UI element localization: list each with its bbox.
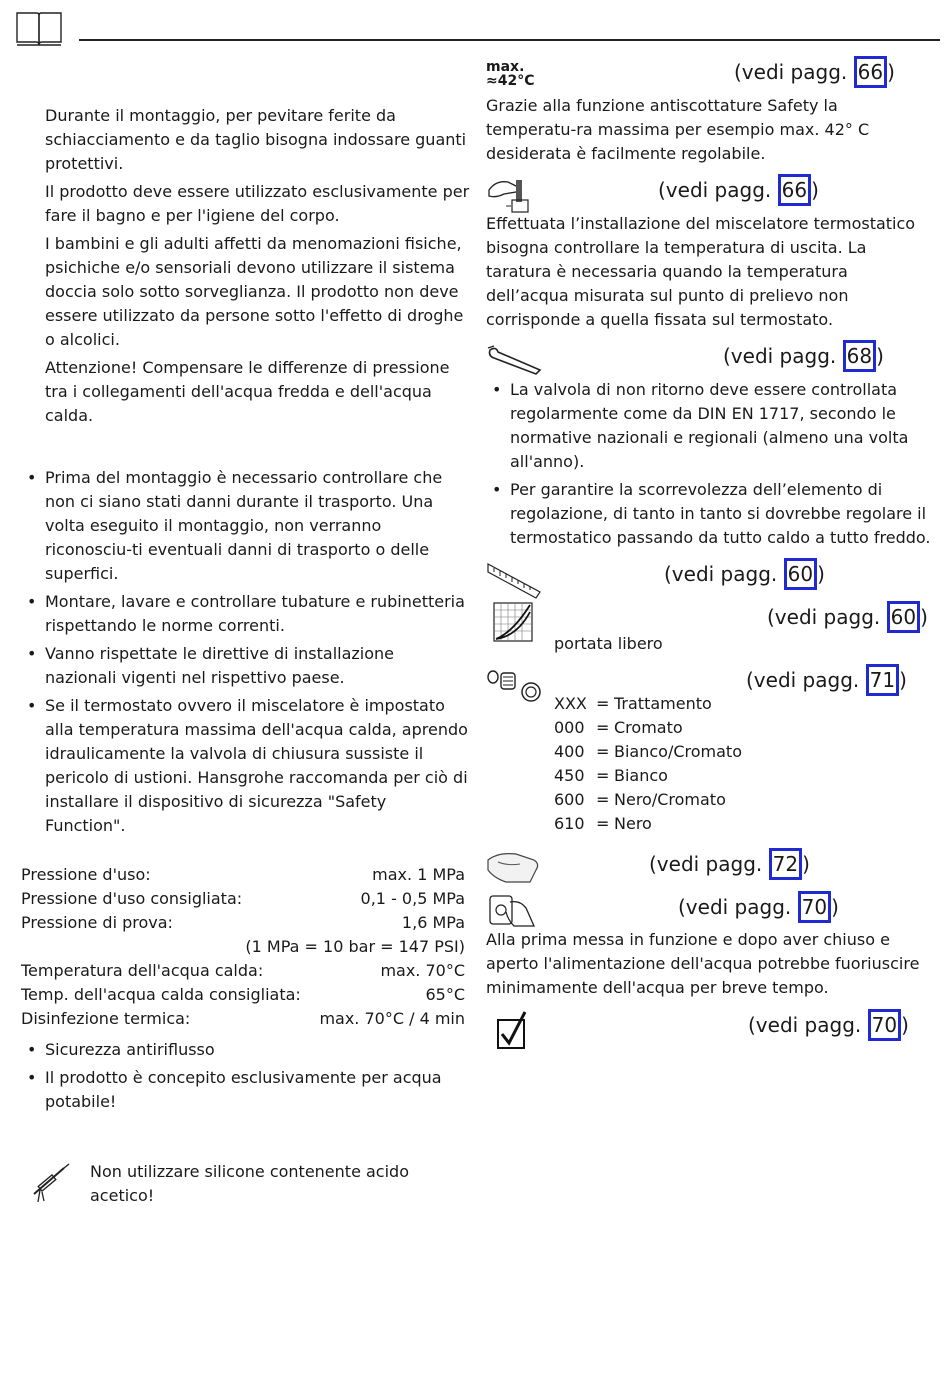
silicone-gun-icon bbox=[28, 1160, 72, 1204]
page-number-link[interactable]: 60 bbox=[784, 558, 817, 590]
safety-paragraph: Attenzione! Compensare le differenze di pressione tra i collegamenti dell'acqua fredda e dell'acqua calda. bbox=[45, 358, 450, 425]
calibration-text: Effettuata l’installazione del miscelatore termostatico bisogna controllare la temperatura di uscita. La taratura è necessaria quando la temperatura dell’acqua misurata sul punto di prelievo non corrisponde a quella fissata sul termostato. bbox=[486, 214, 916, 329]
list-item: XXX = Trattamento bbox=[554, 694, 712, 713]
spec-label: Temperatura dell'acqua calda: bbox=[21, 961, 264, 980]
list-item: • La valvola di non ritorno deve essere controllata regolarmente come da DIN EN 1717, secondo le normative nazionali e regionali (almeno una volta all'anno). bbox=[486, 378, 932, 474]
spec-label: Disinfezione termica: bbox=[21, 1009, 191, 1028]
cleaning-hand-icon bbox=[486, 850, 542, 886]
spec-row bbox=[21, 887, 465, 911]
spec-row bbox=[21, 863, 465, 887]
installation-notes bbox=[21, 466, 468, 842]
operation-text: Alla prima messa in funzione e dopo aver chiuso e aperto l'alimentazione dell'acqua potrebbe fuoriuscire minimamente dell'acqua per breve tempo. bbox=[486, 930, 920, 997]
spec-value: 65°C bbox=[425, 985, 465, 1004]
page-number-link[interactable]: 68 bbox=[843, 340, 876, 372]
maintenance-list bbox=[486, 378, 932, 554]
spec-label: Pressione d'uso consigliata: bbox=[21, 889, 243, 908]
list-item: • Montare, lavare e controllare tubature e rubinetteria rispettando le norme correnti. bbox=[21, 590, 468, 638]
silicone-note: Non utilizzare silicone contenente acido acetico! bbox=[90, 1162, 409, 1205]
spec-value: max. 70°C bbox=[380, 961, 465, 980]
list-item: 000 = Cromato bbox=[554, 718, 683, 737]
header-rule bbox=[79, 39, 940, 41]
spec-label: Temp. dell'acqua calda consigliata: bbox=[21, 985, 301, 1004]
book-icon bbox=[15, 9, 63, 49]
list-item: • Il prodotto è concepito esclusivamente per acqua potabile! bbox=[21, 1066, 468, 1114]
page-number-link[interactable]: 70 bbox=[868, 1009, 901, 1041]
safety-paragraph: Il prodotto deve essere utilizzato esclusivamente per fare il bagno e per l'igiene del corpo. bbox=[45, 182, 470, 225]
wrench-icon bbox=[486, 344, 542, 376]
page-reference: (vedi pagg. 60 ) bbox=[664, 558, 825, 590]
spec-value: max. 1 MPa bbox=[372, 865, 465, 884]
checkbox-icon bbox=[496, 1010, 528, 1050]
list-item: • Sicurezza antiriflusso bbox=[21, 1038, 468, 1062]
page-reference: (vedi pagg. 68 ) bbox=[723, 340, 884, 372]
list-item: 610 = Nero bbox=[554, 814, 652, 833]
list-item: • Vanno rispettate le direttive di installazione nazionali vigenti nel rispettivo paese. bbox=[21, 642, 468, 690]
page-reference: (vedi pagg. 70 ) bbox=[748, 1009, 909, 1041]
page-number-link[interactable]: 72 bbox=[769, 848, 802, 880]
page-number-link[interactable]: 60 bbox=[887, 601, 920, 633]
spec-notes bbox=[21, 1038, 468, 1118]
spare-parts-icon bbox=[486, 668, 542, 704]
list-item: 450 = Bianco bbox=[554, 766, 668, 785]
spec-row bbox=[21, 1007, 465, 1031]
page-reference: (vedi pagg. 72 ) bbox=[649, 848, 810, 880]
safety-paragraph: I bambini e gli adulti affetti da menomazioni fisiche, psichiche e/o sensoriali devono utilizzare il sistema doccia solo sotto sorveglianza. Il prodotto non deve essere utilizzato da persone sotto l'effetto di droghe o alcolici. bbox=[45, 234, 464, 349]
page-reference: (vedi pagg. 71 ) bbox=[746, 664, 907, 696]
page-number-link[interactable]: 66 bbox=[854, 56, 887, 88]
spec-value: (1 MPa = 10 bar = 147 PSI) bbox=[245, 937, 465, 956]
operation-hand-icon bbox=[486, 890, 538, 930]
spec-value: 0,1 - 0,5 MPa bbox=[360, 889, 465, 908]
page-number-link[interactable]: 66 bbox=[778, 174, 811, 206]
page-number-link[interactable]: 71 bbox=[866, 664, 899, 696]
spec-value: 1,6 MPa bbox=[401, 913, 465, 932]
page-reference: (vedi pagg. 70 ) bbox=[678, 891, 839, 923]
ruler-icon bbox=[486, 560, 542, 600]
flow-text: portata libero bbox=[554, 634, 663, 653]
spec-row bbox=[21, 959, 465, 983]
spec-label: Pressione di prova: bbox=[21, 913, 173, 932]
spec-row bbox=[21, 911, 465, 935]
page-reference: (vedi pagg. 60 ) bbox=[767, 601, 928, 633]
page-number-link[interactable]: 70 bbox=[798, 891, 831, 923]
list-item: • Prima del montaggio è necessario controllare che non ci siano stati danni durante il trasporto. Una volta eseguito il montaggio, non verranno riconosciu-ti eventuali danni di trasporto o delle superfici. bbox=[21, 466, 468, 586]
flow-diagram-icon bbox=[493, 602, 533, 642]
safety-paragraph: Durante il montaggio, per pevitare ferite da schiacciamento e da taglio bisogna indossare guanti protettivi. bbox=[45, 106, 467, 173]
max-temp-text: Grazie alla funzione antiscottature Safety la temperatu-ra massima per esempio max. 42° C desiderata è facilmente regolabile. bbox=[486, 96, 870, 163]
spec-row bbox=[21, 935, 465, 959]
list-item: • Se il termostato ovvero il miscelatore è impostato alla temperatura massima dell'acqua calda, aprendo idraulicamente la valvola di chiusura sussiste il pericolo di ustioni. Hansgrohe raccomanda per ciò di installare il dispositivo di sicurezza "Safety Function". bbox=[21, 694, 468, 838]
thermometer-hand-icon bbox=[486, 176, 536, 214]
list-item: 400 = Bianco/Cromato bbox=[554, 742, 742, 761]
page-reference: (vedi pagg. 66 ) bbox=[734, 56, 895, 88]
max-temp-icon: max. ≈42°C bbox=[486, 59, 535, 89]
spec-row bbox=[21, 983, 465, 1007]
spec-label: Pressione d'uso: bbox=[21, 865, 151, 884]
list-item: 600 = Nero/Cromato bbox=[554, 790, 726, 809]
list-item: • Per garantire la scorrevolezza dell’elemento di regolazione, di tanto in tanto si dovrebbe regolare il termostatico passando da tutto caldo a tutto freddo. bbox=[486, 478, 932, 550]
safety-section bbox=[45, 104, 470, 432]
page-reference: (vedi pagg. 66 ) bbox=[658, 174, 819, 206]
spec-value: max. 70°C / 4 min bbox=[319, 1009, 465, 1028]
